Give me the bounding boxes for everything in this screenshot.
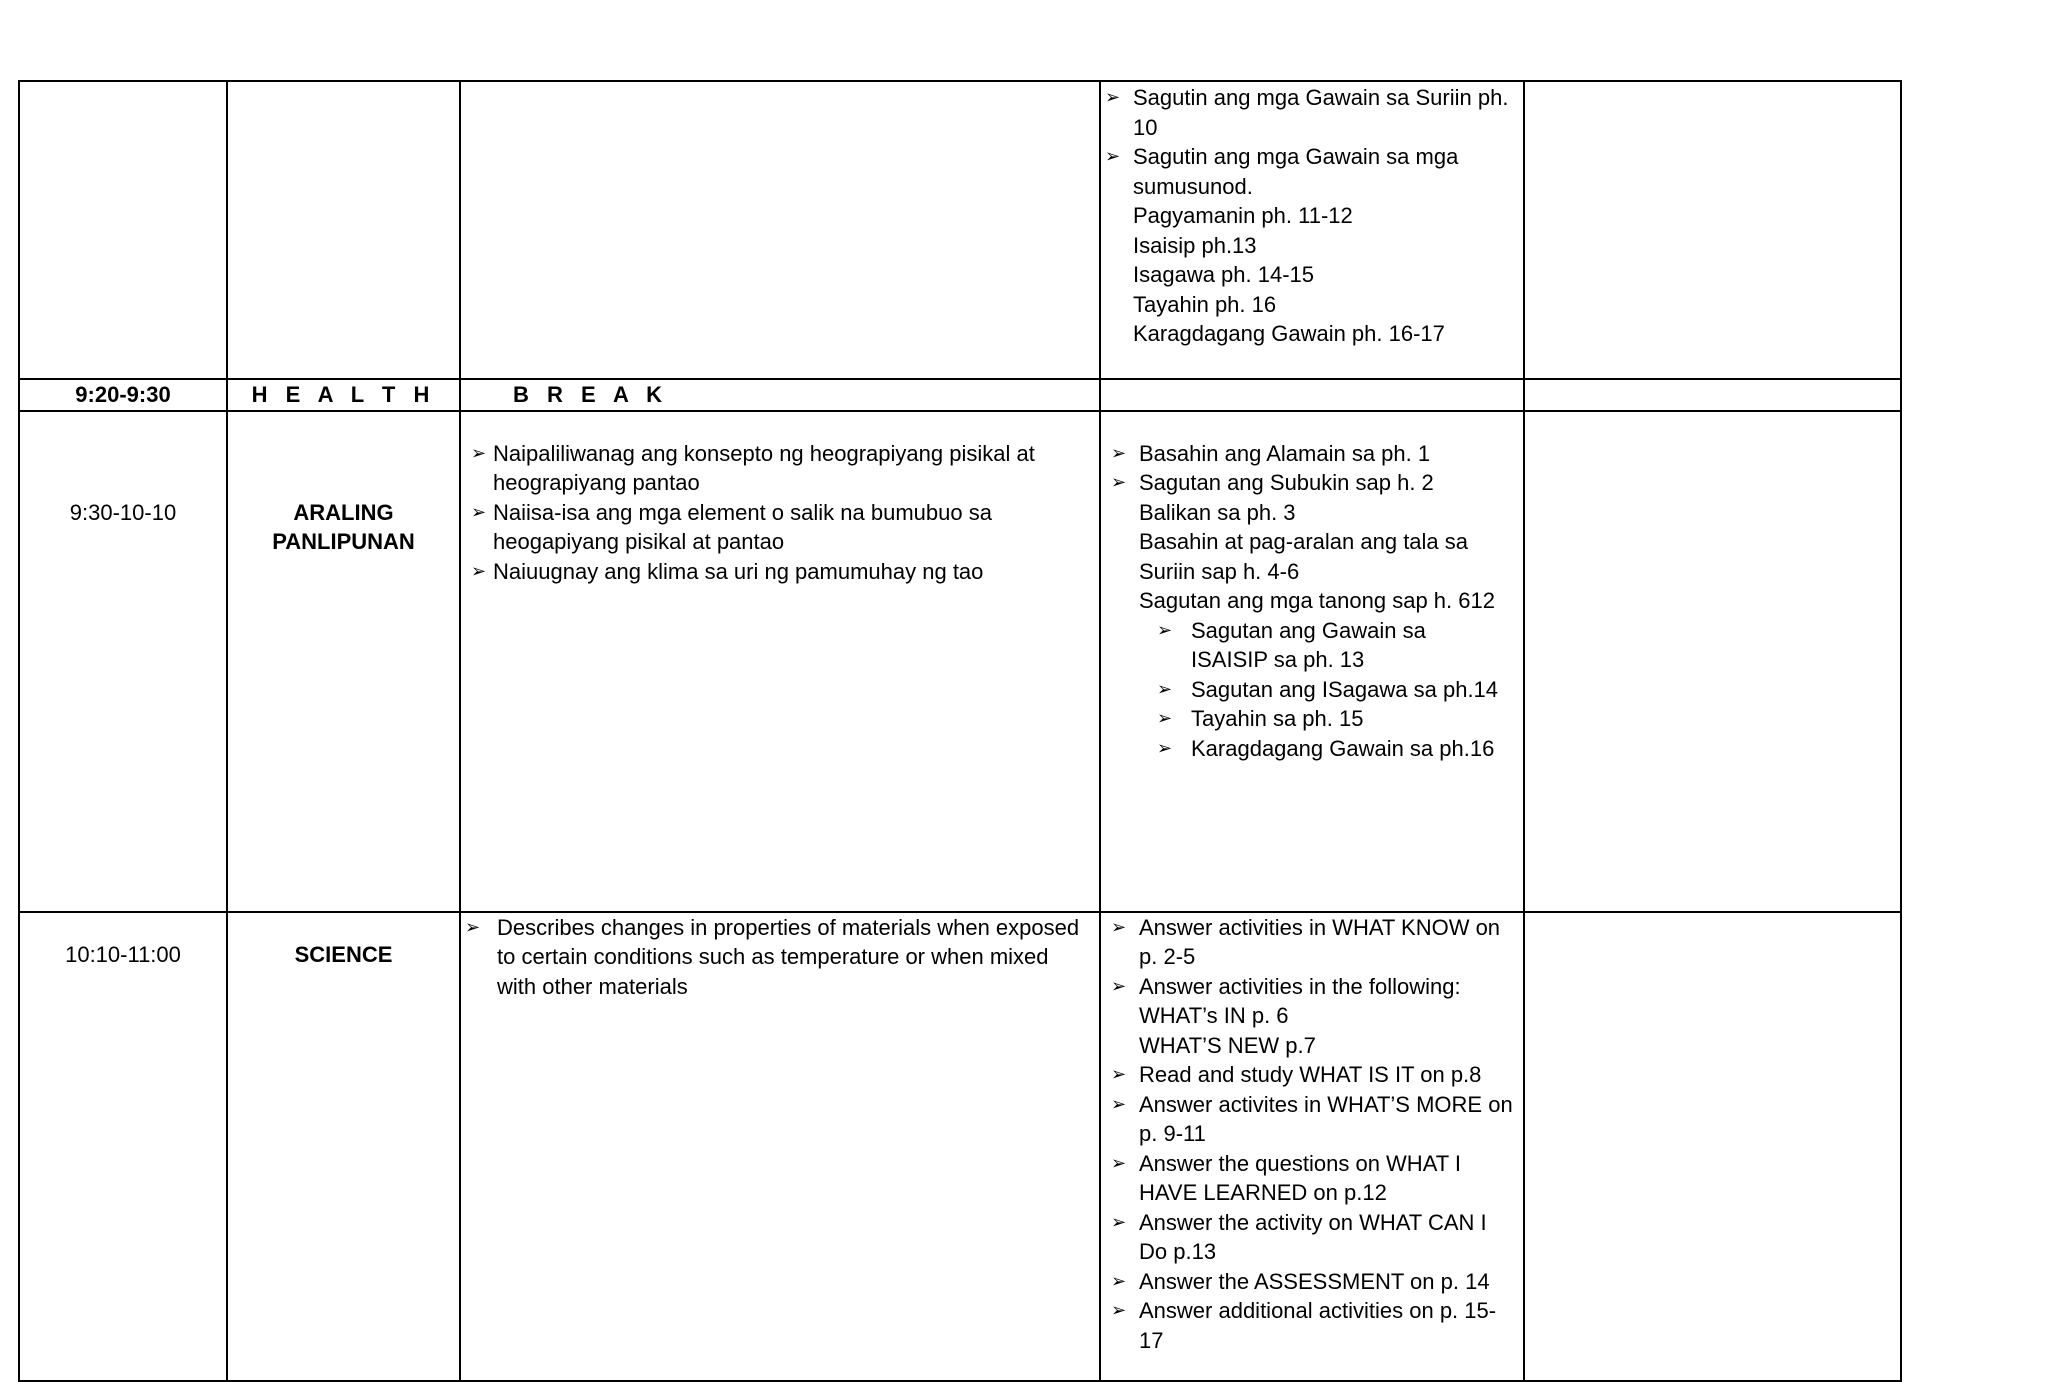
arrow-bullet-icon <box>1111 468 1126 498</box>
activity-line: Isagawa ph. 14-15 <box>1133 262 1315 287</box>
table-row-continuation <box>19 81 1901 379</box>
arrow-bullet-icon <box>1157 616 1172 646</box>
list-item: ➢ Answer the activity on WHAT CAN I Do p.13 <box>1107 1208 1513 1267</box>
list-item: ➢ Karagdagang Gawain sa ph.16 <box>1153 734 1503 764</box>
arrow-bullet-icon <box>1111 1060 1126 1090</box>
subject-name: SCIENCE <box>294 941 393 967</box>
break-label: B R E A K <box>460 379 1100 411</box>
list-item: ➢ Answer the questions on WHAT I HAVE LEARNED on p.12 <box>1107 1149 1513 1208</box>
list-item: ➢ Naipaliliwanag ang konsepto ng heograpiyang pisikal at heograpiyang pantao <box>471 439 1079 498</box>
arrow-bullet-icon <box>1111 1149 1126 1179</box>
competency-cell <box>460 411 1100 912</box>
list-item: ➢ Read and study WHAT IS IT on p.8 <box>1107 1060 1513 1090</box>
arrow-bullet-icon <box>1157 675 1172 705</box>
list-item: ➢ Sagutan ang Subukin sap h. 2 <box>1107 468 1513 498</box>
arrow-bullet-icon <box>1111 972 1126 1002</box>
activity-line: Tayahin ph. 16 <box>1133 291 1277 317</box>
list-item: ➢ Answer the ASSESSMENT on p. 14 <box>1107 1267 1513 1297</box>
break-subject: H E A L T H <box>227 379 460 411</box>
subject-name-line1: ARALING <box>293 499 394 525</box>
arrow-bullet-icon <box>1105 83 1120 113</box>
arrow-bullet-icon <box>471 439 486 469</box>
list-item: ➢ Answer activites in WHAT’S MORE on p. 9-11 <box>1107 1090 1513 1149</box>
competency-cell <box>460 912 1100 1381</box>
list-item: ➢ Naiuugnay ang klima sa uri ng pamumuhay ng tao <box>471 557 1079 587</box>
list-item: ➢ Tayahin sa ph. 15 <box>1153 704 1503 734</box>
arrow-bullet-icon <box>471 557 486 587</box>
list-item: ➢ Sagutan ang Gawain sa ISAISIP sa ph. 13 <box>1153 616 1503 675</box>
list-item: ➢ Sagutan ang ISagawa sa ph.14 <box>1153 675 1503 705</box>
activity-line: WHAT’S NEW p.7 <box>1139 1032 1316 1058</box>
activities-cell <box>1100 81 1524 379</box>
time-text: 10:10-11:00 <box>65 941 181 967</box>
list-item: ➢ Sagutin ang mga Gawain sa Suriin ph. 10 <box>1101 83 1513 142</box>
arrow-bullet-icon <box>1111 1090 1126 1120</box>
subject-name-line2: PANLIPUNAN <box>272 529 415 554</box>
list-item: ➢ Basahin ang Alamain sa ph. 1 <box>1107 439 1513 469</box>
table-row-science <box>19 912 1901 1381</box>
table-row-araling-panlipunan <box>19 411 1901 912</box>
activity-line: Isaisip ph.13 <box>1133 232 1257 258</box>
arrow-bullet-icon <box>471 498 486 528</box>
list-item: ➢ Answer additional activities on p. 15-17 <box>1107 1296 1513 1355</box>
lesson-plan-table <box>18 80 1902 1382</box>
arrow-bullet-icon <box>1105 142 1120 172</box>
arrow-bullet-icon <box>1111 913 1126 943</box>
remarks-cell <box>1524 912 1901 1381</box>
remarks-cell <box>1524 411 1901 912</box>
table-row-break <box>19 379 1901 411</box>
arrow-bullet-icon <box>1111 1267 1126 1297</box>
list-item: ➢ Answer activities in WHAT KNOW on p. 2-5 <box>1107 913 1513 972</box>
list-item: ➢ Sagutin ang mga Gawain sa mga sumusunod. <box>1101 142 1513 201</box>
list-item: ➢ Naiisa-isa ang mga element o salik na bumubuo sa heogapiyang pisikal at pantao <box>471 498 1079 557</box>
activity-line: Pagyamanin ph. 11-12 <box>1133 203 1353 228</box>
break-time: 9:20-9:30 <box>19 379 227 411</box>
list-item: ➢ Describes changes in properties of materials when exposed to certain conditions such as temperature or when mixed with other materials <box>461 913 1089 1002</box>
activities-cell <box>1100 379 1524 411</box>
arrow-bullet-icon <box>1111 439 1126 469</box>
time-cell <box>19 81 227 379</box>
time-cell <box>19 912 227 1381</box>
activity-line: Balikan sa ph. 3 <box>1139 499 1296 525</box>
subject-cell <box>227 912 460 1381</box>
arrow-bullet-icon <box>1111 1208 1126 1238</box>
activity-line: Basahin at pag-aralan ang tala sa Suriin sap h. 4-6 <box>1139 529 1469 584</box>
arrow-bullet-icon <box>465 913 480 943</box>
activities-cell <box>1100 912 1524 1381</box>
activity-line: Sagutan ang mga tanong sap h. 612 <box>1139 588 1495 613</box>
list-item: ➢ Answer activities in the following: WHAT’s IN p. 6 WHAT’S NEW p.7 <box>1107 972 1513 1061</box>
remarks-cell <box>1524 81 1901 379</box>
time-text: 9:30-10-10 <box>69 499 177 525</box>
remarks-cell <box>1524 379 1901 411</box>
competency-cell <box>460 81 1100 379</box>
arrow-bullet-icon <box>1157 704 1172 734</box>
time-cell <box>19 411 227 912</box>
activities-cell <box>1100 411 1524 912</box>
arrow-bullet-icon <box>1111 1296 1126 1326</box>
activity-line: Karagdagang Gawain ph. 16-17 <box>1133 321 1445 346</box>
subject-cell <box>227 411 460 912</box>
arrow-bullet-icon <box>1157 734 1172 764</box>
subject-cell <box>227 81 460 379</box>
